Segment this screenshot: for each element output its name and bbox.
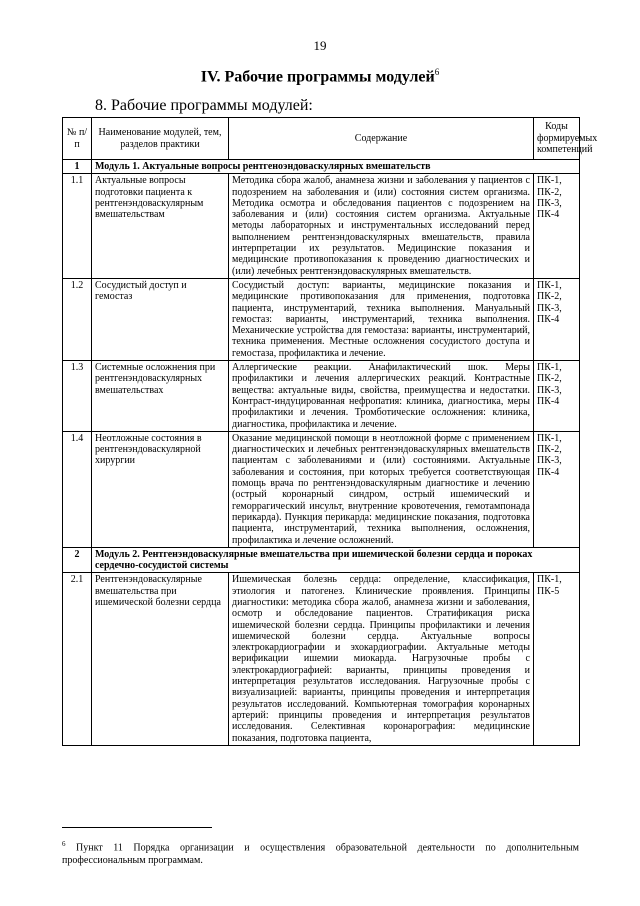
footnote-mark: 6 [62,840,66,848]
module-number: 1 [63,160,92,174]
row-number: 2.1 [63,573,92,745]
row-codes: ПК-1, ПК-2, ПК-3, ПК-4 [534,174,580,279]
row-codes: ПК-1, ПК-2, ПК-3, ПК-4 [534,278,580,360]
module-number: 2 [63,547,92,573]
row-content: Ишемическая болезнь сердца: определение, классификация, этиология и патогенез. Клинические проявления. Принципы диагностики: методика сбора жалоб, анамнеза жизни и заболевания, осмотр и обследование пациентов. Стратификация риска ишемической болезни сердца. Принципы профилактики и лечения ишемической болезни сердца. Актуальные вопросы электрокардиографии и эхокардиографии. Актуальные методы верификации ишемии миокарда. Нагрузочные пробы с электрокардиографией: варианты, принципы проведения и интерпретация результатов исследования. Нагрузочные пробы с визуализацией: варианты, принципы проведения и интерпретация результатов исследований. Компьютерная томография коронарных артерий: принципы проведения и интерпретация результатов исследования. Селективная коронарография: медицинские показания, подготовка пациента, [229,573,534,745]
subsection-title: 8. Рабочие программы модулей: [95,97,313,114]
section-title-text: IV. Рабочие программы модулей [200,68,435,86]
table-row [63,431,580,547]
row-content: Сосудистый доступ: варианты, медицинские показания и медицинские противопоказания для применения, подготовка пациента, инструментарий, техника выполнения. Мануальный гемостаз: варианты, инструментарий, техника выполнения. Механические устройства для гемостаза: варианты, инструментарий, техника применения. Местные осложнения сосудистого доступа и гемостаза, профилактика и лечение. [229,278,534,360]
row-name: Системные осложнения при рентгенэндоваскулярных вмешательствах [92,361,229,432]
table-row [63,174,580,279]
header-codes: Коды формируемых компетенций [534,118,580,160]
footnote-reference: 6 [434,67,440,77]
section-title [0,67,640,86]
table-row [63,361,580,432]
header-num: № п/п [63,118,92,160]
footnote-divider [62,827,212,828]
row-number: 1.3 [63,361,92,432]
header-content: Содержание [229,118,534,160]
row-name: Актуальные вопросы подготовки пациента к рентгенэндоваскулярным вмешательствам [92,174,229,279]
table-header-row [63,118,580,160]
row-name: Рентгенэндоваскулярные вмешательства при ишемической болезни сердца [92,573,229,745]
modules-table [62,117,598,746]
footnote-text: Пункт 11 Порядка организации и осуществления образовательной деятельности по дополнительным профессиональным программам. [62,842,579,867]
module-row [63,547,580,573]
row-content: Методика сбора жалоб, анамнеза жизни и заболевания у пациентов с подозрением на заболевания и (или) состояния систем организма. Методика осмотра и обследования пациентов с подозрением на заболевания и (или) состояния систем организма. Актуальные методы лабораторных и инструментальных исследований перед выполнением рентгенэндоваскулярных вмешательств, правила интерпретации их результатов. Медицинские показания и медицинские противопоказания к проведению диагностических и (или) лечебных рентгенэндоваскулярных вмешательств. [229,174,534,279]
table-row [63,573,580,745]
row-number: 1.2 [63,278,92,360]
header-name: Наименование модулей, тем, разделов практики [92,118,229,160]
table-row [63,278,580,360]
module-title: Модуль 1. Актуальные вопросы рентгеноэндоваскулярных вмешательств [92,160,580,174]
row-codes: ПК-1, ПК-2, ПК-3, ПК-4 [534,431,580,547]
module-row [63,160,580,174]
row-codes: ПК-1, ПК-5 [534,573,580,745]
module-title: Модуль 2. Рентгенэндоваскулярные вмешательства при ишемической болезни сердца и пороках сердечно-сосудистой системы [92,547,580,573]
footnote [62,838,579,867]
row-name: Неотложные состояния в рентгенэндоваскулярной хирургии [92,431,229,547]
row-name: Сосудистый доступ и гемостаз [92,278,229,360]
row-codes: ПК-1, ПК-2, ПК-3, ПК-4 [534,361,580,432]
row-number: 1.4 [63,431,92,547]
row-content: Оказание медицинской помощи в неотложной форме с применением диагностических и лечебных рентгенэндоваскулярных вмешательств пациентам с заболеваниями и (или) состояниями. Актуальные заболевания и состояния, при которых требуется соответствующая помощь врача по рентгенэндоваскулярным диагностике и лечению (острый коронарный синдром, острый ишемический и геморрагический инсульт, внутренние кровотечения, гемотампонада перикарда). Пункция перикарда: медицинские показания, подготовка пациента, инструментарий, техника выполнения, осложнения, профилактика и лечение осложнений. [229,431,534,547]
row-content: Аллергические реакции. Анафилактический шок. Меры профилактики и лечения аллергических реакций. Контрастные вещества: актуальные виды, свойства, преимущества и недостатки. Контраст-индуцированная нефропатия: клиника, диагностика, меры профилактики и лечения. Тромботические осложнения: клиника, диагностика, профилактика и лечение. [229,361,534,432]
row-number: 1.1 [63,174,92,279]
page-number: 19 [313,38,327,53]
